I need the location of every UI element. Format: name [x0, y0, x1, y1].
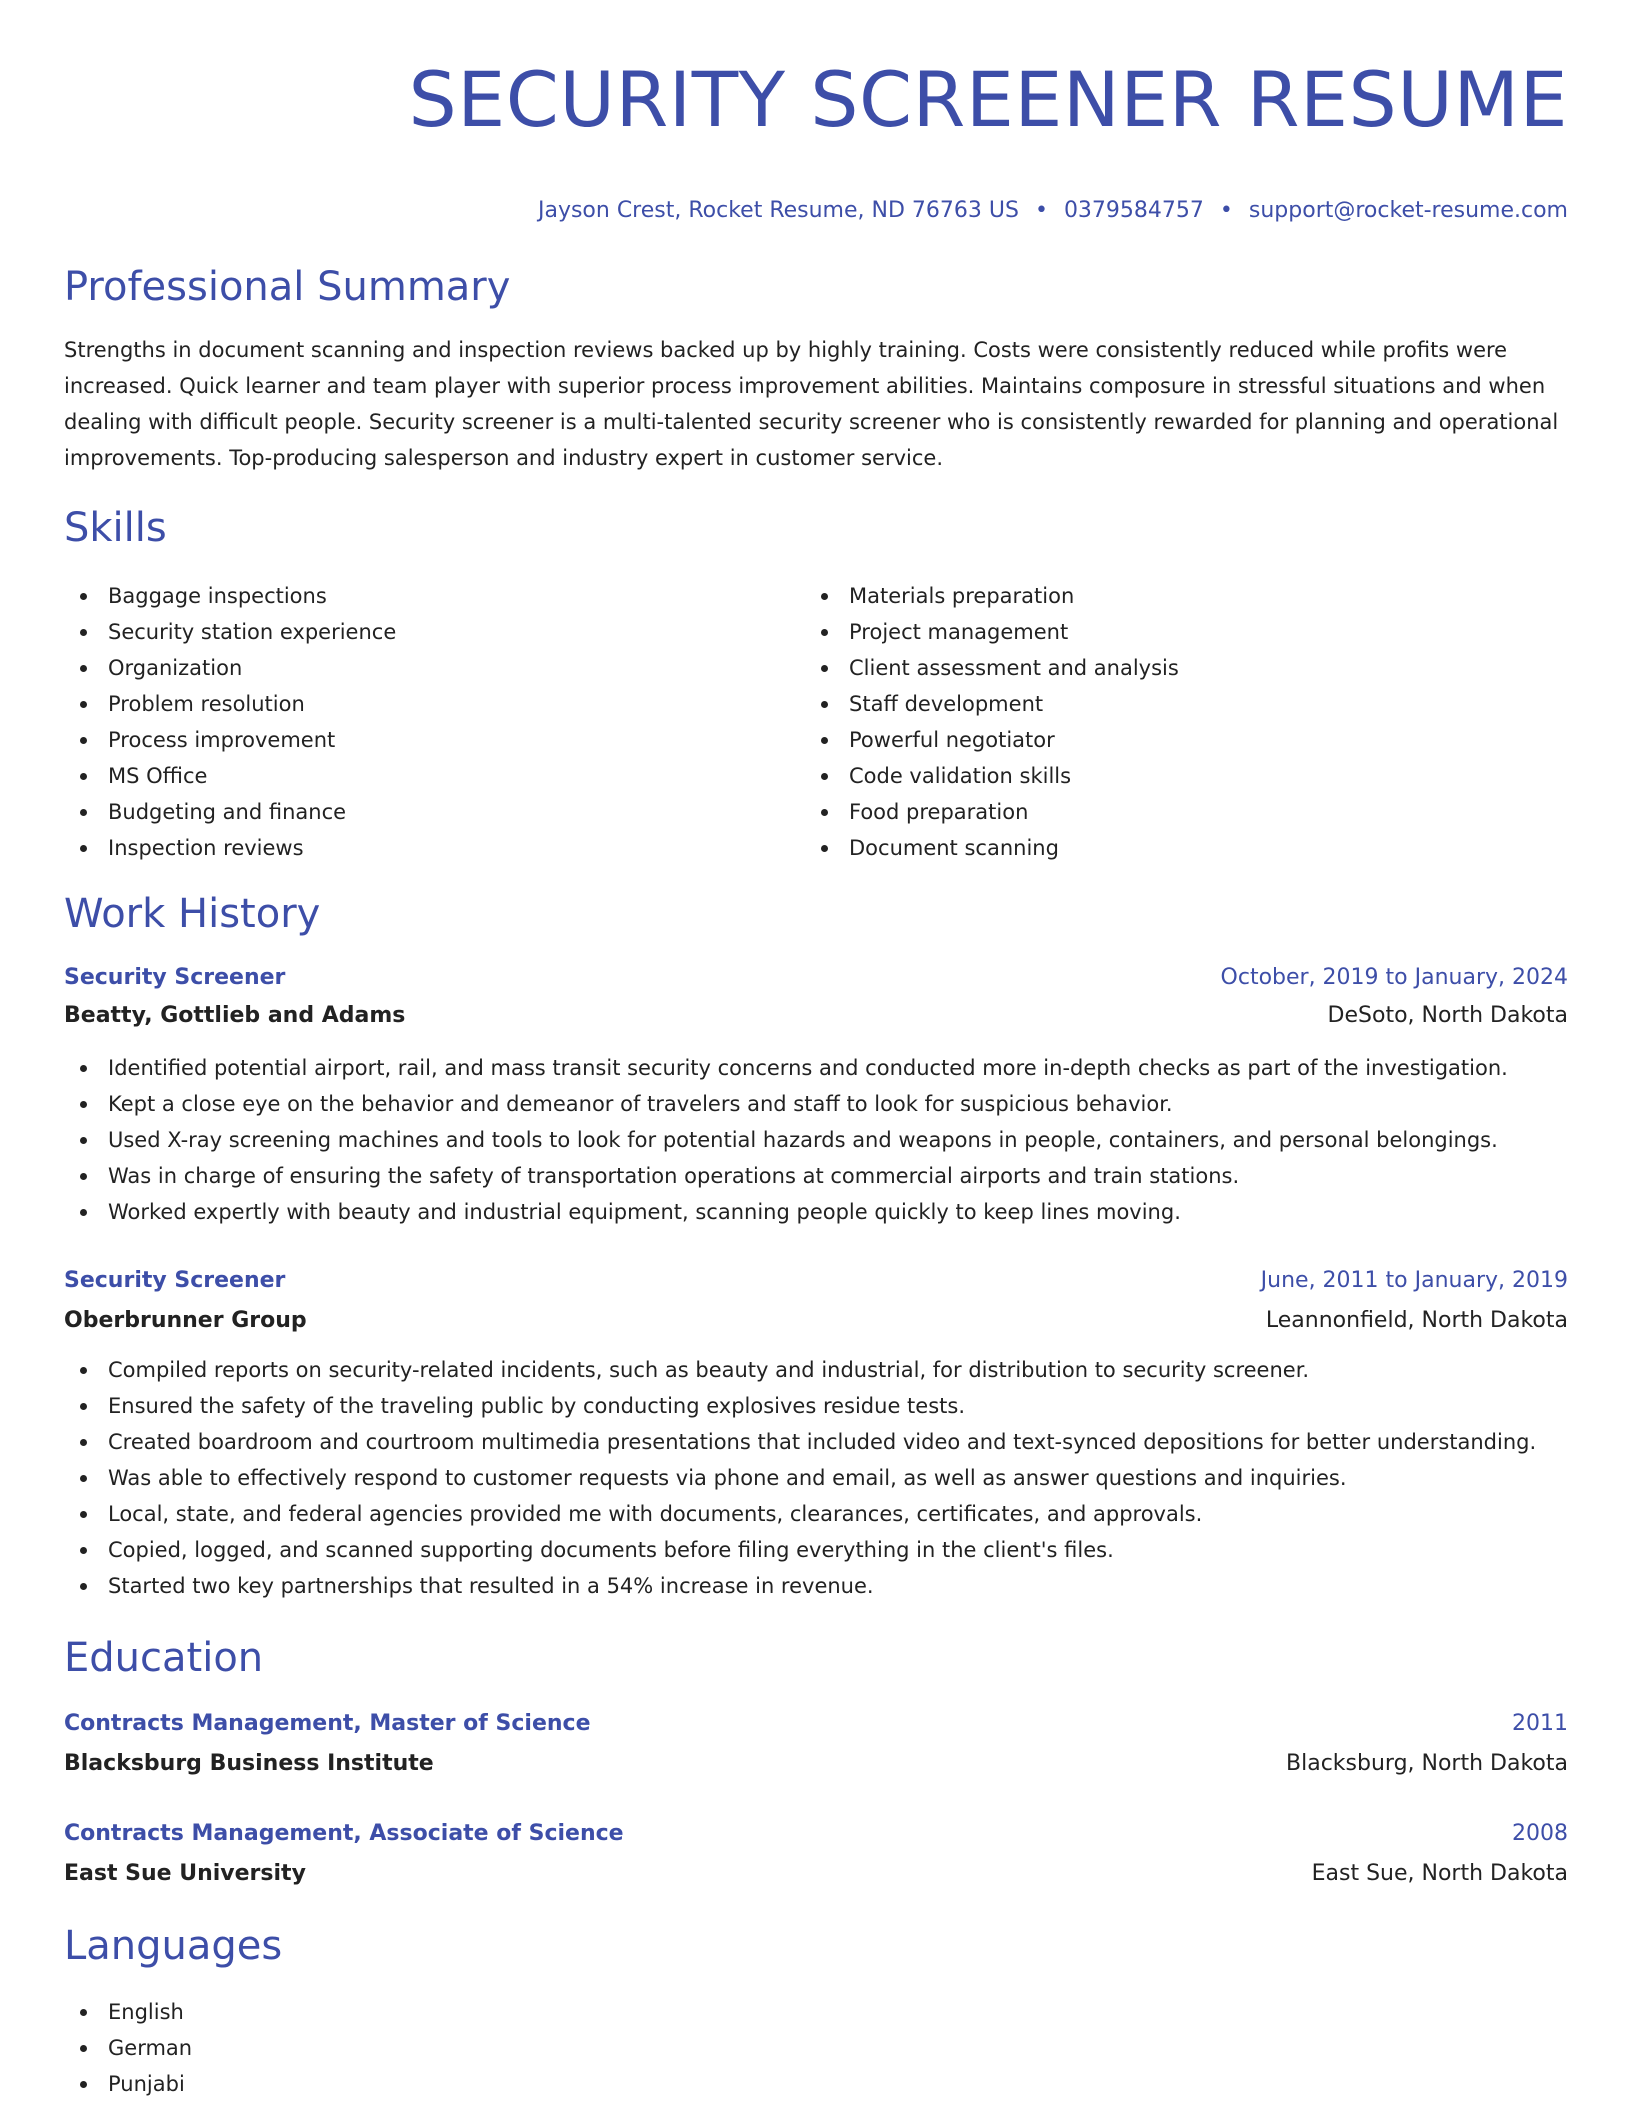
education-year: 2008	[1512, 1821, 1568, 1846]
contact-line	[538, 196, 1568, 226]
skills-right-column	[805, 578, 1545, 866]
skills-left-column	[64, 578, 804, 866]
skill-item: MS Office	[64, 758, 804, 794]
job-company-row	[64, 1305, 1568, 1337]
job-dates: October, 2019 to January, 2024	[1220, 965, 1568, 990]
skill-item: Inspection reviews	[64, 830, 804, 866]
job-title-row	[64, 1265, 1568, 1297]
skill-item: Code validation skills	[805, 758, 1545, 794]
job-location: Leannonfield, North Dakota	[1265, 1308, 1568, 1333]
job-title-row	[64, 962, 1568, 994]
job-bullet-list	[64, 1050, 1568, 1230]
contact-email[interactable]: support@rocket-resume.com	[1248, 198, 1568, 223]
contact-separator: •	[1219, 198, 1233, 223]
language-item: English	[64, 1994, 1568, 2030]
skill-item: Food preparation	[805, 794, 1545, 830]
skill-item: Process improvement	[64, 722, 804, 758]
job-role: Security Screener	[64, 1268, 286, 1293]
skill-item: Organization	[64, 650, 804, 686]
skill-item: Materials preparation	[805, 578, 1545, 614]
languages-list	[64, 1994, 1568, 2102]
skills-list-right	[805, 578, 1545, 866]
education-school: Blacksburg Business Institute	[64, 1751, 434, 1776]
skill-item: Powerful negotiator	[805, 722, 1545, 758]
skill-item: Document scanning	[805, 830, 1545, 866]
job-bullet-list	[64, 1352, 1568, 1604]
education-school: East Sue University	[64, 1861, 306, 1886]
job-bullet: Used X-ray screening machines and tools to look for potential hazards and weapons in people, containers, and personal belongings.	[64, 1122, 1568, 1158]
education-location: Blacksburg, North Dakota	[1286, 1751, 1568, 1776]
education-heading: Education	[64, 1635, 264, 1681]
languages-heading: Languages	[64, 1923, 283, 1969]
education-degree-row	[64, 1818, 1568, 1850]
education-school-row	[64, 1748, 1568, 1780]
job-bullet: Was able to effectively respond to customer requests via phone and email, as well as answer questions and inquiries.	[64, 1460, 1568, 1496]
job-bullet: Was in charge of ensuring the safety of transportation operations at commercial airports and train stations.	[64, 1158, 1568, 1194]
contact-address: Jayson Crest, Rocket Resume, ND 76763 US	[537, 198, 1019, 223]
job-role: Security Screener	[64, 965, 286, 990]
skills-heading: Skills	[64, 505, 167, 551]
skill-item: Project management	[805, 614, 1545, 650]
summary-heading: Professional Summary	[64, 264, 511, 310]
job-location: DeSoto, North Dakota	[1327, 1003, 1568, 1028]
languages-list-block	[64, 1994, 1568, 2102]
job-bullet: Started two key partnerships that resulted in a 54% increase in revenue.	[64, 1568, 1568, 1604]
education-school-row	[64, 1858, 1568, 1890]
job-bullet: Kept a close eye on the behavior and demeanor of travelers and staff to look for suspicious behavior.	[64, 1086, 1568, 1122]
contact-separator: •	[1034, 198, 1048, 223]
job-company: Beatty, Gottlieb and Adams	[64, 1003, 406, 1028]
education-location: East Sue, North Dakota	[1311, 1861, 1568, 1886]
job-bullet: Ensured the safety of the traveling public by conducting explosives residue tests.	[64, 1388, 1568, 1424]
skills-list-left	[64, 578, 804, 866]
job-company: Oberbrunner Group	[64, 1308, 307, 1333]
language-item: Punjabi	[64, 2066, 1568, 2102]
skill-item: Budgeting and finance	[64, 794, 804, 830]
resume-title: SECURITY SCREENER RESUME	[408, 55, 1568, 144]
job-dates: June, 2011 to January, 2019	[1260, 1268, 1568, 1293]
job-bullet: Worked expertly with beauty and industrial equipment, scanning people quickly to keep lines moving.	[64, 1194, 1568, 1230]
contact-phone[interactable]: 0379584757	[1063, 198, 1204, 223]
job-bullet: Created boardroom and courtroom multimedia presentations that included video and text-synced depositions for better understanding.	[64, 1424, 1568, 1460]
job-bullet: Compiled reports on security-related incidents, such as beauty and industrial, for distribution to security screener.	[64, 1352, 1568, 1388]
job-bullet: Identified potential airport, rail, and mass transit security concerns and conducted more in-depth checks as part of the investigation.	[64, 1050, 1568, 1086]
education-degree: Contracts Management, Associate of Science	[64, 1821, 624, 1846]
job-company-row	[64, 1000, 1568, 1032]
job-bullets	[64, 1352, 1568, 1604]
skill-item: Problem resolution	[64, 686, 804, 722]
job-bullet: Local, state, and federal agencies provided me with documents, clearances, certificates, and approvals.	[64, 1496, 1568, 1532]
work-history-heading: Work History	[64, 891, 321, 937]
skill-item: Client assessment and analysis	[805, 650, 1545, 686]
job-bullets	[64, 1050, 1568, 1230]
language-item: German	[64, 2030, 1568, 2066]
skill-item: Baggage inspections	[64, 578, 804, 614]
job-bullet: Copied, logged, and scanned supporting documents before filing everything in the client's files.	[64, 1532, 1568, 1568]
education-degree: Contracts Management, Master of Science	[64, 1711, 591, 1736]
summary-text: Strengths in document scanning and inspection reviews backed up by highly training. Costs were consistently reduced while profits were increased. Quick learner and team player with superior process improvement abilities. Maintains composure in stressful situations and when dealing with difficult people. Security screener is a multi-talented security screener who is consistently rewarded for planning and operational improvements. Top-producing salesperson and industry expert in customer service.	[64, 338, 1559, 470]
education-degree-row	[64, 1708, 1568, 1740]
skill-item: Staff development	[805, 686, 1545, 722]
education-year: 2011	[1512, 1711, 1568, 1736]
skill-item: Security station experience	[64, 614, 804, 650]
